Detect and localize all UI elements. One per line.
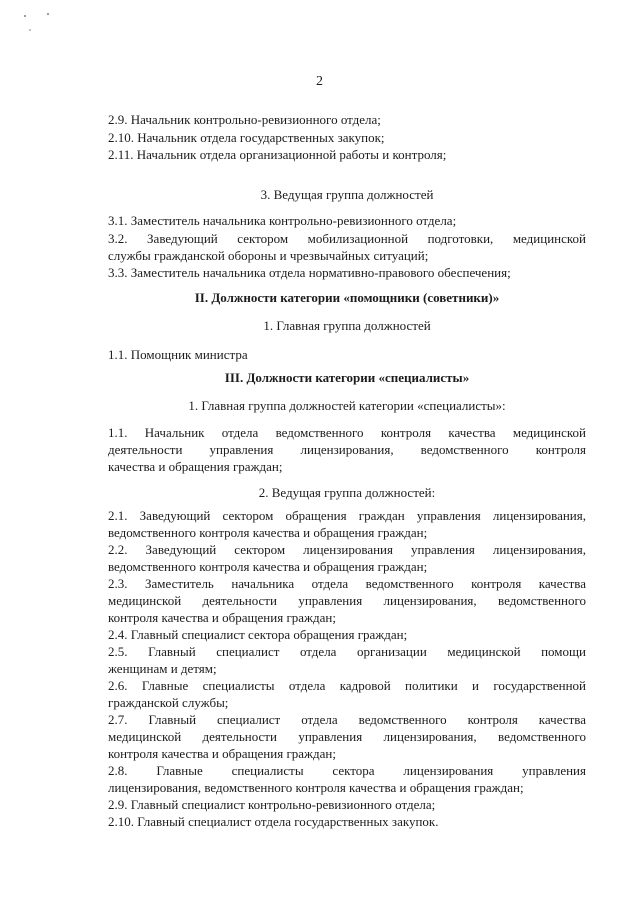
list-item-2-10: 2.10. Начальник отдела государственных закупок; — [108, 130, 385, 145]
list-item-2-11: 2.11. Начальник отдела организационной работы и контроля; — [108, 147, 447, 162]
section3-heading: III. Должности категории «специалисты» — [224, 370, 470, 385]
page-number: 2 — [316, 74, 323, 89]
g2-line-11: 2.6. Главные специалисты отдела кадровой политики и государственной — [108, 678, 586, 693]
g2-line-17: лицензирования, ведомственного контроля качества и обращения граждан; — [108, 780, 524, 795]
section2-group1-heading: 1. Главная группа должностей — [263, 318, 431, 333]
list-item-3-1: 3.1. Заместитель начальника контрольно-ревизионного отдела; — [108, 213, 457, 228]
g2-line-9: 2.5. Главный специалист отдела организации медицинской помощи — [108, 644, 586, 659]
g2-line-12: гражданской службы; — [108, 695, 229, 710]
section2-item-1-1: 1.1. Помощник министра — [108, 347, 248, 362]
g2-line-8: 2.4. Главный специалист сектора обращения граждан; — [108, 627, 408, 642]
g2-line-19: 2.10. Главный специалист отдела государственных закупок. — [108, 814, 439, 829]
section3-item-1-1-line2: деятельности управления лицензирования, ведомственного контроля — [108, 442, 586, 457]
g2-line-13: 2.7. Главный специалист отдела ведомственного контроля качества — [108, 712, 586, 727]
g2-line-3: 2.2. Заведующий сектором лицензирования управления лицензирования, — [108, 542, 586, 557]
section3-item-1-1-line3: качества и обращения граждан; — [108, 459, 283, 474]
g2-line-5: 2.3. Заместитель начальника отдела ведомственного контроля качества — [108, 576, 586, 591]
group3-heading: 3. Ведущая группа должностей — [260, 187, 434, 202]
g2-line-1: 2.1. Заведующий сектором обращения граждан управления лицензирования, — [108, 508, 586, 523]
g2-line-7: контроля качества и обращения граждан; — [108, 610, 336, 625]
g2-line-14: медицинской деятельности управления лицензирования, ведомственного — [108, 729, 586, 744]
g2-line-6: медицинской деятельности управления лицензирования, ведомственного — [108, 593, 586, 608]
g2-line-15: контроля качества и обращения граждан; — [108, 746, 336, 761]
list-item-2-9: 2.9. Начальник контрольно-ревизионного отдела; — [108, 112, 381, 127]
g2-line-10: женщинам и детям; — [108, 661, 217, 676]
g2-line-4: ведомственного контроля качества и обращения граждан; — [108, 559, 428, 574]
scan-artifact-marks — [22, 10, 62, 34]
g2-line-16: 2.8. Главные специалисты сектора лицензирования управления — [108, 763, 586, 778]
list-item-3-2-cont: службы гражданской обороны и чрезвычайных ситуаций; — [108, 248, 429, 263]
section3-item-1-1-line1: 1.1. Начальник отдела ведомственного контроля качества медицинской — [108, 425, 586, 440]
g2-line-18: 2.9. Главный специалист контрольно-ревизионного отдела; — [108, 797, 436, 812]
list-item-3-2: 3.2. Заведующий сектором мобилизационной подготовки, медицинской — [108, 231, 586, 246]
g2-line-2: ведомственного контроля качества и обращения граждан; — [108, 525, 428, 540]
section2-heading: II. Должности категории «помощники (советники)» — [194, 290, 500, 305]
section3-group2-heading: 2. Ведущая группа должностей: — [258, 485, 436, 500]
list-item-3-3: 3.3. Заместитель начальника отдела нормативно-правового обеспечения; — [108, 265, 511, 280]
section3-group1-heading: 1. Главная группа должностей категории «специалисты»: — [188, 398, 506, 413]
